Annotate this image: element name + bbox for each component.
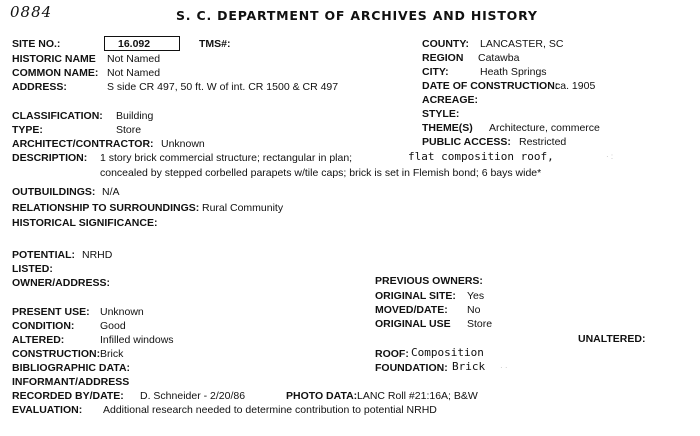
address-value: S side CR 497, 50 ft. W of int. CR 1500 & CR 497 bbox=[107, 81, 339, 93]
date-of-construction-value: ca. 1905 bbox=[555, 80, 596, 92]
construction-label: CONSTRUCTION: bbox=[12, 348, 101, 360]
common-name-value: Not Named bbox=[107, 67, 161, 79]
altered-label: ALTERED: bbox=[12, 334, 65, 346]
description-line1: 1 story brick commercial structure; rectangular in plan; bbox=[100, 152, 353, 164]
potential-label: POTENTIAL: bbox=[12, 249, 75, 261]
potential-value: NRHD bbox=[82, 249, 113, 261]
acreage-label: ACREAGE: bbox=[422, 94, 479, 106]
listed-label: LISTED: bbox=[12, 263, 53, 275]
city-value: Heath Springs bbox=[480, 66, 547, 78]
region-label: REGION bbox=[422, 52, 464, 64]
present-use-value: Unknown bbox=[100, 306, 144, 318]
type-value: Store bbox=[116, 124, 142, 136]
construction-value: Brick bbox=[100, 348, 124, 360]
date-of-construction-label: DATE OF CONSTRUCTION: bbox=[422, 80, 559, 92]
common-name-label: COMMON NAME: bbox=[12, 67, 99, 79]
informant-address-label: INFORMANT/ADDRESS bbox=[12, 376, 130, 388]
address-label: ADDRESS: bbox=[12, 81, 67, 93]
tms-label: TMS#: bbox=[199, 38, 231, 50]
city-label: CITY: bbox=[422, 66, 449, 78]
evaluation-label: EVALUATION: bbox=[12, 404, 83, 416]
original-site-label: ORIGINAL SITE: bbox=[375, 290, 456, 302]
altered-value: Infilled windows bbox=[100, 334, 174, 346]
scan-speck: · : bbox=[606, 152, 614, 161]
county-value: LANCASTER, SC bbox=[480, 38, 564, 50]
description-line2: concealed by stepped corbelled parapets w/tile caps; brick is set in Flemish bond; 6 bays wide* bbox=[100, 167, 542, 179]
classification-value: Building bbox=[116, 110, 154, 122]
condition-label: CONDITION: bbox=[12, 320, 75, 332]
description-label: DESCRIPTION: bbox=[12, 152, 88, 164]
photo-data-value: LANC Roll #21:16A; B&W bbox=[357, 390, 478, 402]
moved-date-value: No bbox=[467, 304, 481, 316]
owner-address-label: OWNER/ADDRESS: bbox=[12, 277, 111, 289]
bibliographic-data-label: BIBLIOGRAPHIC DATA: bbox=[12, 362, 131, 374]
recorded-by-value: D. Schneider - 2/20/86 bbox=[140, 390, 246, 402]
site-no-value: 16.092 bbox=[118, 38, 151, 50]
card-title: S. C. DEPARTMENT OF ARCHIVES AND HISTORY bbox=[176, 8, 538, 23]
historical-significance-label: HISTORICAL SIGNIFICANCE: bbox=[12, 217, 158, 229]
public-access-label: PUBLIC ACCESS: bbox=[422, 136, 511, 148]
site-no-label: SITE NO.: bbox=[12, 38, 61, 50]
themes-label: THEME(S) bbox=[422, 122, 473, 134]
present-use-label: PRESENT USE: bbox=[12, 306, 90, 318]
region-value: Catawba bbox=[478, 52, 520, 64]
foundation-label: FOUNDATION: bbox=[375, 362, 448, 374]
outbuildings-label: OUTBUILDINGS: bbox=[12, 186, 96, 198]
architect-label: ARCHITECT/CONTRACTOR: bbox=[12, 138, 154, 150]
style-label: STYLE: bbox=[422, 108, 460, 120]
historic-name-label: HISTORIC NAME bbox=[12, 53, 96, 65]
county-label: COUNTY: bbox=[422, 38, 470, 50]
roof-value: Composition bbox=[411, 346, 484, 359]
roof-label: ROOF: bbox=[375, 348, 409, 360]
original-use-value: Store bbox=[467, 318, 493, 330]
historic-name-value: Not Named bbox=[107, 53, 161, 65]
architect-value: Unknown bbox=[161, 138, 205, 150]
evaluation-value: Additional research needed to determine contribution to potential NRHD bbox=[103, 404, 437, 416]
original-use-label: ORIGINAL USE bbox=[375, 318, 451, 330]
outbuildings-value: N/A bbox=[102, 186, 120, 198]
description-line1-typed: flat composition roof, bbox=[408, 150, 554, 163]
recorded-by-label: RECORDED BY/DATE: bbox=[12, 390, 124, 402]
condition-value: Good bbox=[100, 320, 126, 332]
public-access-value: Restricted bbox=[519, 136, 567, 148]
themes-value: Architecture, commerce bbox=[489, 122, 600, 134]
relationship-label: RELATIONSHIP TO SURROUNDINGS: bbox=[12, 202, 200, 214]
photo-data-label: PHOTO DATA: bbox=[286, 390, 358, 402]
moved-date-label: MOVED/DATE: bbox=[375, 304, 448, 316]
type-label: TYPE: bbox=[12, 124, 43, 136]
relationship-value: Rural Community bbox=[202, 202, 284, 214]
scan-speck: · · bbox=[500, 363, 508, 372]
handwritten-id: 0884 bbox=[10, 3, 53, 21]
original-site-value: Yes bbox=[467, 290, 485, 302]
foundation-value: Brick bbox=[452, 360, 486, 373]
unaltered-label: UNALTERED: bbox=[578, 333, 646, 345]
previous-owners-label: PREVIOUS OWNERS: bbox=[375, 275, 483, 287]
classification-label: CLASSIFICATION: bbox=[12, 110, 103, 122]
